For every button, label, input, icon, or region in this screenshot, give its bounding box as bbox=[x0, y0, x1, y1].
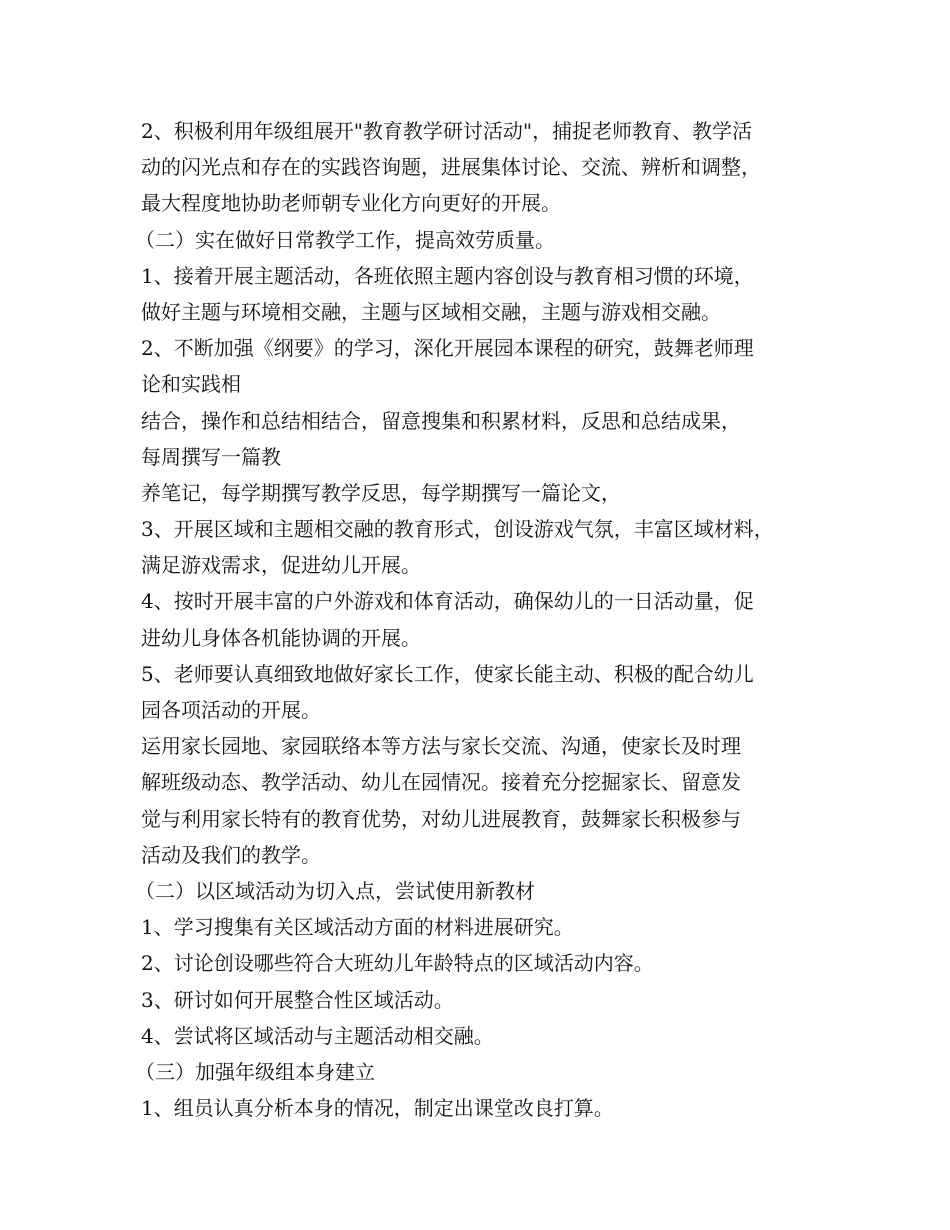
text-line: 结合，操作和总结相结合，留意搜集和积累材料，反思和总结成果， bbox=[141, 408, 741, 433]
text-line: 4、按时开展丰富的户外游戏和体育活动，确保幼儿的一日活动量，促 bbox=[141, 589, 754, 614]
text-line: 每周撰写一篇教 bbox=[141, 444, 281, 469]
text-line: 最大程度地协助老师朝专业化方向更好的开展。 bbox=[141, 191, 561, 216]
text-line: 解班级动态、教学活动、幼儿在园情况。接着充分挖掘家长、留意发 bbox=[141, 770, 741, 795]
text-line: 5、老师要认真细致地做好家长工作，使家长能主动、积极的配合幼儿 bbox=[141, 661, 754, 686]
text-line: 2、不断加强《纲要》的学习，深化开展园本课程的研究，鼓舞老师理 bbox=[141, 336, 754, 361]
section-heading: （二）实在做好日常教学工作，提高效劳质量。 bbox=[135, 227, 555, 252]
text-line: 2、积极利用年级组展开"教育教学研讨活动"，捕捉老师教育、教学活 bbox=[141, 119, 753, 143]
text-line: 2、讨论创设哪些符合大班幼儿年龄特点的区域活动内容。 bbox=[141, 951, 654, 976]
section-heading: （二）以区域活动为切入点，尝试使用新教材 bbox=[135, 878, 535, 903]
text-line: 4、尝试将区域活动与主题活动相交融。 bbox=[141, 1023, 494, 1048]
text-line: 1、接着开展主题活动，各班依照主题内容创设与教育相习惯的环境， bbox=[141, 263, 754, 288]
text-line: 园各项活动的开展。 bbox=[141, 698, 321, 722]
document-body bbox=[135, 113, 841, 1126]
text-line: 3、研讨如何开展整合性区域活动。 bbox=[141, 987, 454, 1012]
text-line: 进幼儿身体各机能协调的开展。 bbox=[141, 625, 421, 650]
text-line: 做好主题与环境相交融，主题与区域相交融，主题与游戏相交融。 bbox=[141, 299, 721, 324]
text-line: 论和实践相 bbox=[141, 372, 241, 397]
text-line: 养笔记，每学期撰写教学反思，每学期撰写一篇论文， bbox=[141, 480, 621, 505]
text-line: 觉与利用家长特有的教育优势，对幼儿进展教育，鼓舞家长积极参与 bbox=[141, 806, 741, 831]
text-line: 3、开展区域和主题相交融的教育形式，创设游戏气氛，丰富区域材料， bbox=[141, 517, 774, 542]
text-line: 1、组员认真分析本身的情况，制定出课堂改良打算。 bbox=[141, 1096, 614, 1121]
text-line: 1、学习搜集有关区域活动方面的材料进展研究。 bbox=[141, 915, 574, 940]
text-line: 动的闪光点和存在的实践咨询题，进展集体讨论、交流、辨析和调整， bbox=[141, 155, 761, 180]
section-heading: （三）加强年级组本身建立 bbox=[135, 1059, 375, 1084]
text-line: 满足游戏需求，促进幼儿开展。 bbox=[141, 553, 421, 578]
text-line: 活动及我们的教学。 bbox=[141, 842, 321, 867]
text-line: 运用家长园地、家园联络本等方法与家长交流、沟通，使家长及时理 bbox=[141, 734, 741, 759]
